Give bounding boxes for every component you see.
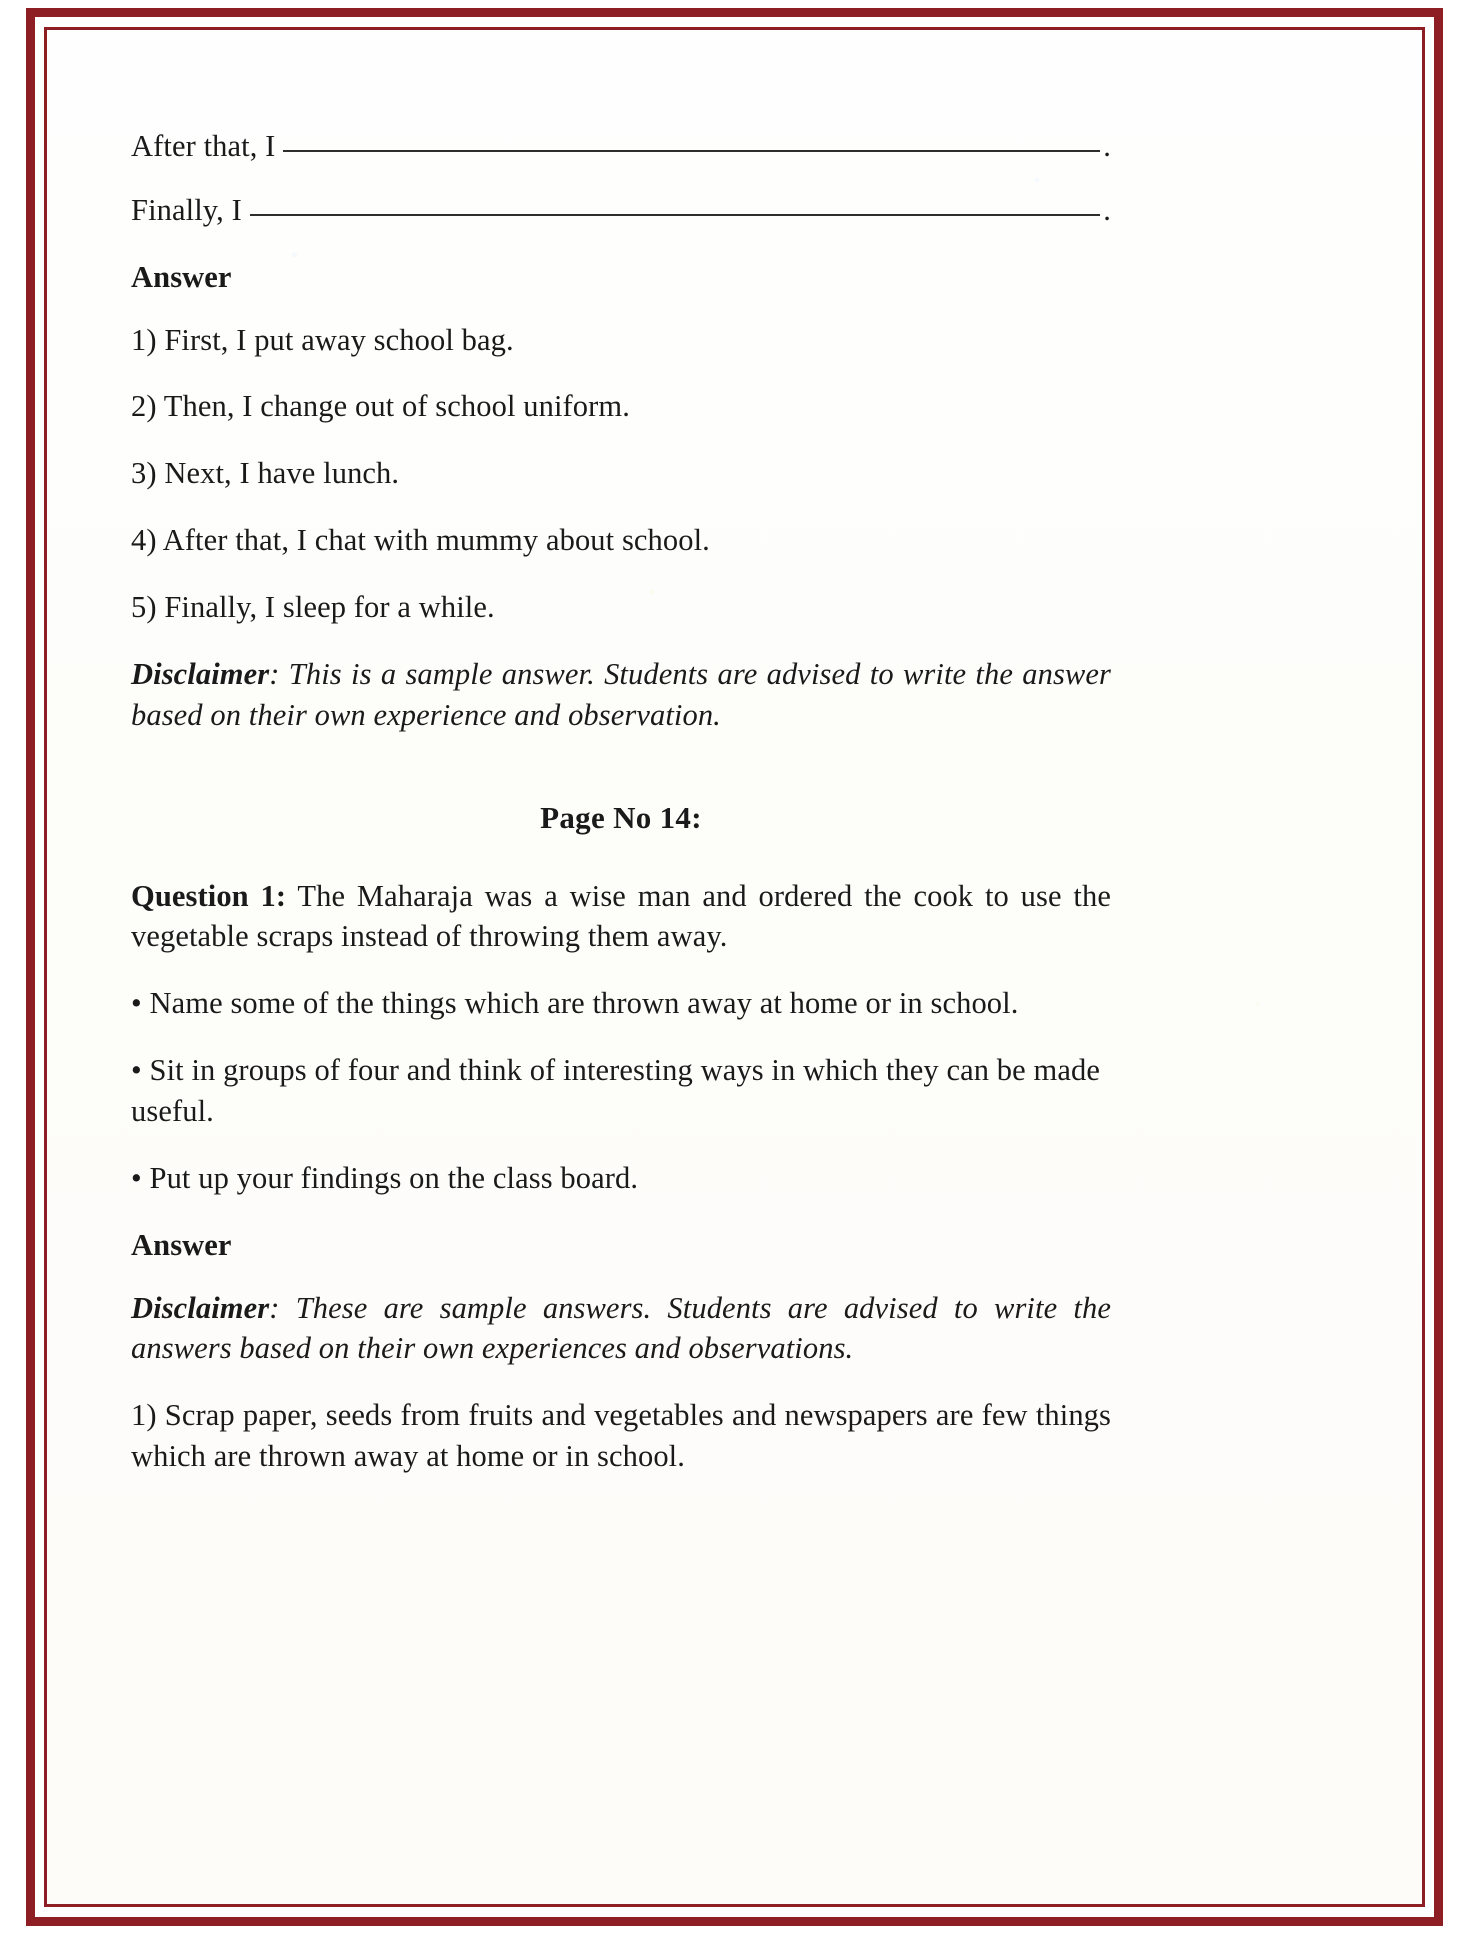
disclaimer-paragraph-1 [131,654,1111,736]
answer-paragraph-item-1: 1) Scrap paper, seeds from fruits and vegetables and newspapers are few things which are thrown away at home or in school. [131,1398,1111,1474]
page-inner-border [44,27,1425,1907]
question-text: The Maharaja was a wise man and ordered the cook to use the vegetable scraps instead of throwing them away. [131,878,1111,954]
fill-in-prompt: After that, I [131,129,276,163]
document-content [131,126,1111,1503]
fill-in-prompt: Finally, I [131,192,242,227]
answer-list-item: 2) Then, I change out of school uniform. [131,389,630,424]
fill-in-line-finally [131,190,1111,231]
answer-list-item: 4) After that, I chat with mummy about school. [131,523,710,558]
fill-in-line-after-that [131,126,1111,167]
page-outer-border [26,8,1443,1926]
fill-in-blank-rule [250,213,1100,216]
question-bullet-item: • Name some of the things which are thrown away at home or in school. [131,986,1019,1021]
answer-heading-1: Answer [131,259,232,294]
disclaimer-text: : These are sample answers. Students are advised to write the answers based on their own experiences and observations. [131,1290,1111,1366]
question-label: Question 1: [131,878,287,913]
disclaimer-text: : This is a sample answer. Students are advised to write the answer based on their own experience and observation. [131,656,1111,732]
answer-list-item: 5) Finally, I sleep for a while. [131,590,495,625]
fill-in-blank-rule [283,149,1100,152]
answer-list-item: 3) Next, I have lunch. [131,456,400,491]
disclaimer-paragraph-2 [131,1288,1111,1370]
fill-in-period: . [1103,129,1111,163]
disclaimer-label: Disclaimer [131,656,270,691]
question-bullet-item: • Put up your findings on the class board. [131,1160,639,1195]
question-bullet-item: • Sit in groups of four and think of interesting ways in which they can be made useful. [131,1053,1100,1129]
disclaimer-label: Disclaimer [131,1290,270,1325]
page-number-heading: Page No 14: [540,799,702,835]
answer-heading-2: Answer [131,1227,232,1262]
fill-in-period: . [1103,192,1111,227]
question-1-paragraph [131,876,1111,958]
document-paper [47,30,1422,1904]
answer-list-item: 1) First, I put away school bag. [131,322,514,357]
